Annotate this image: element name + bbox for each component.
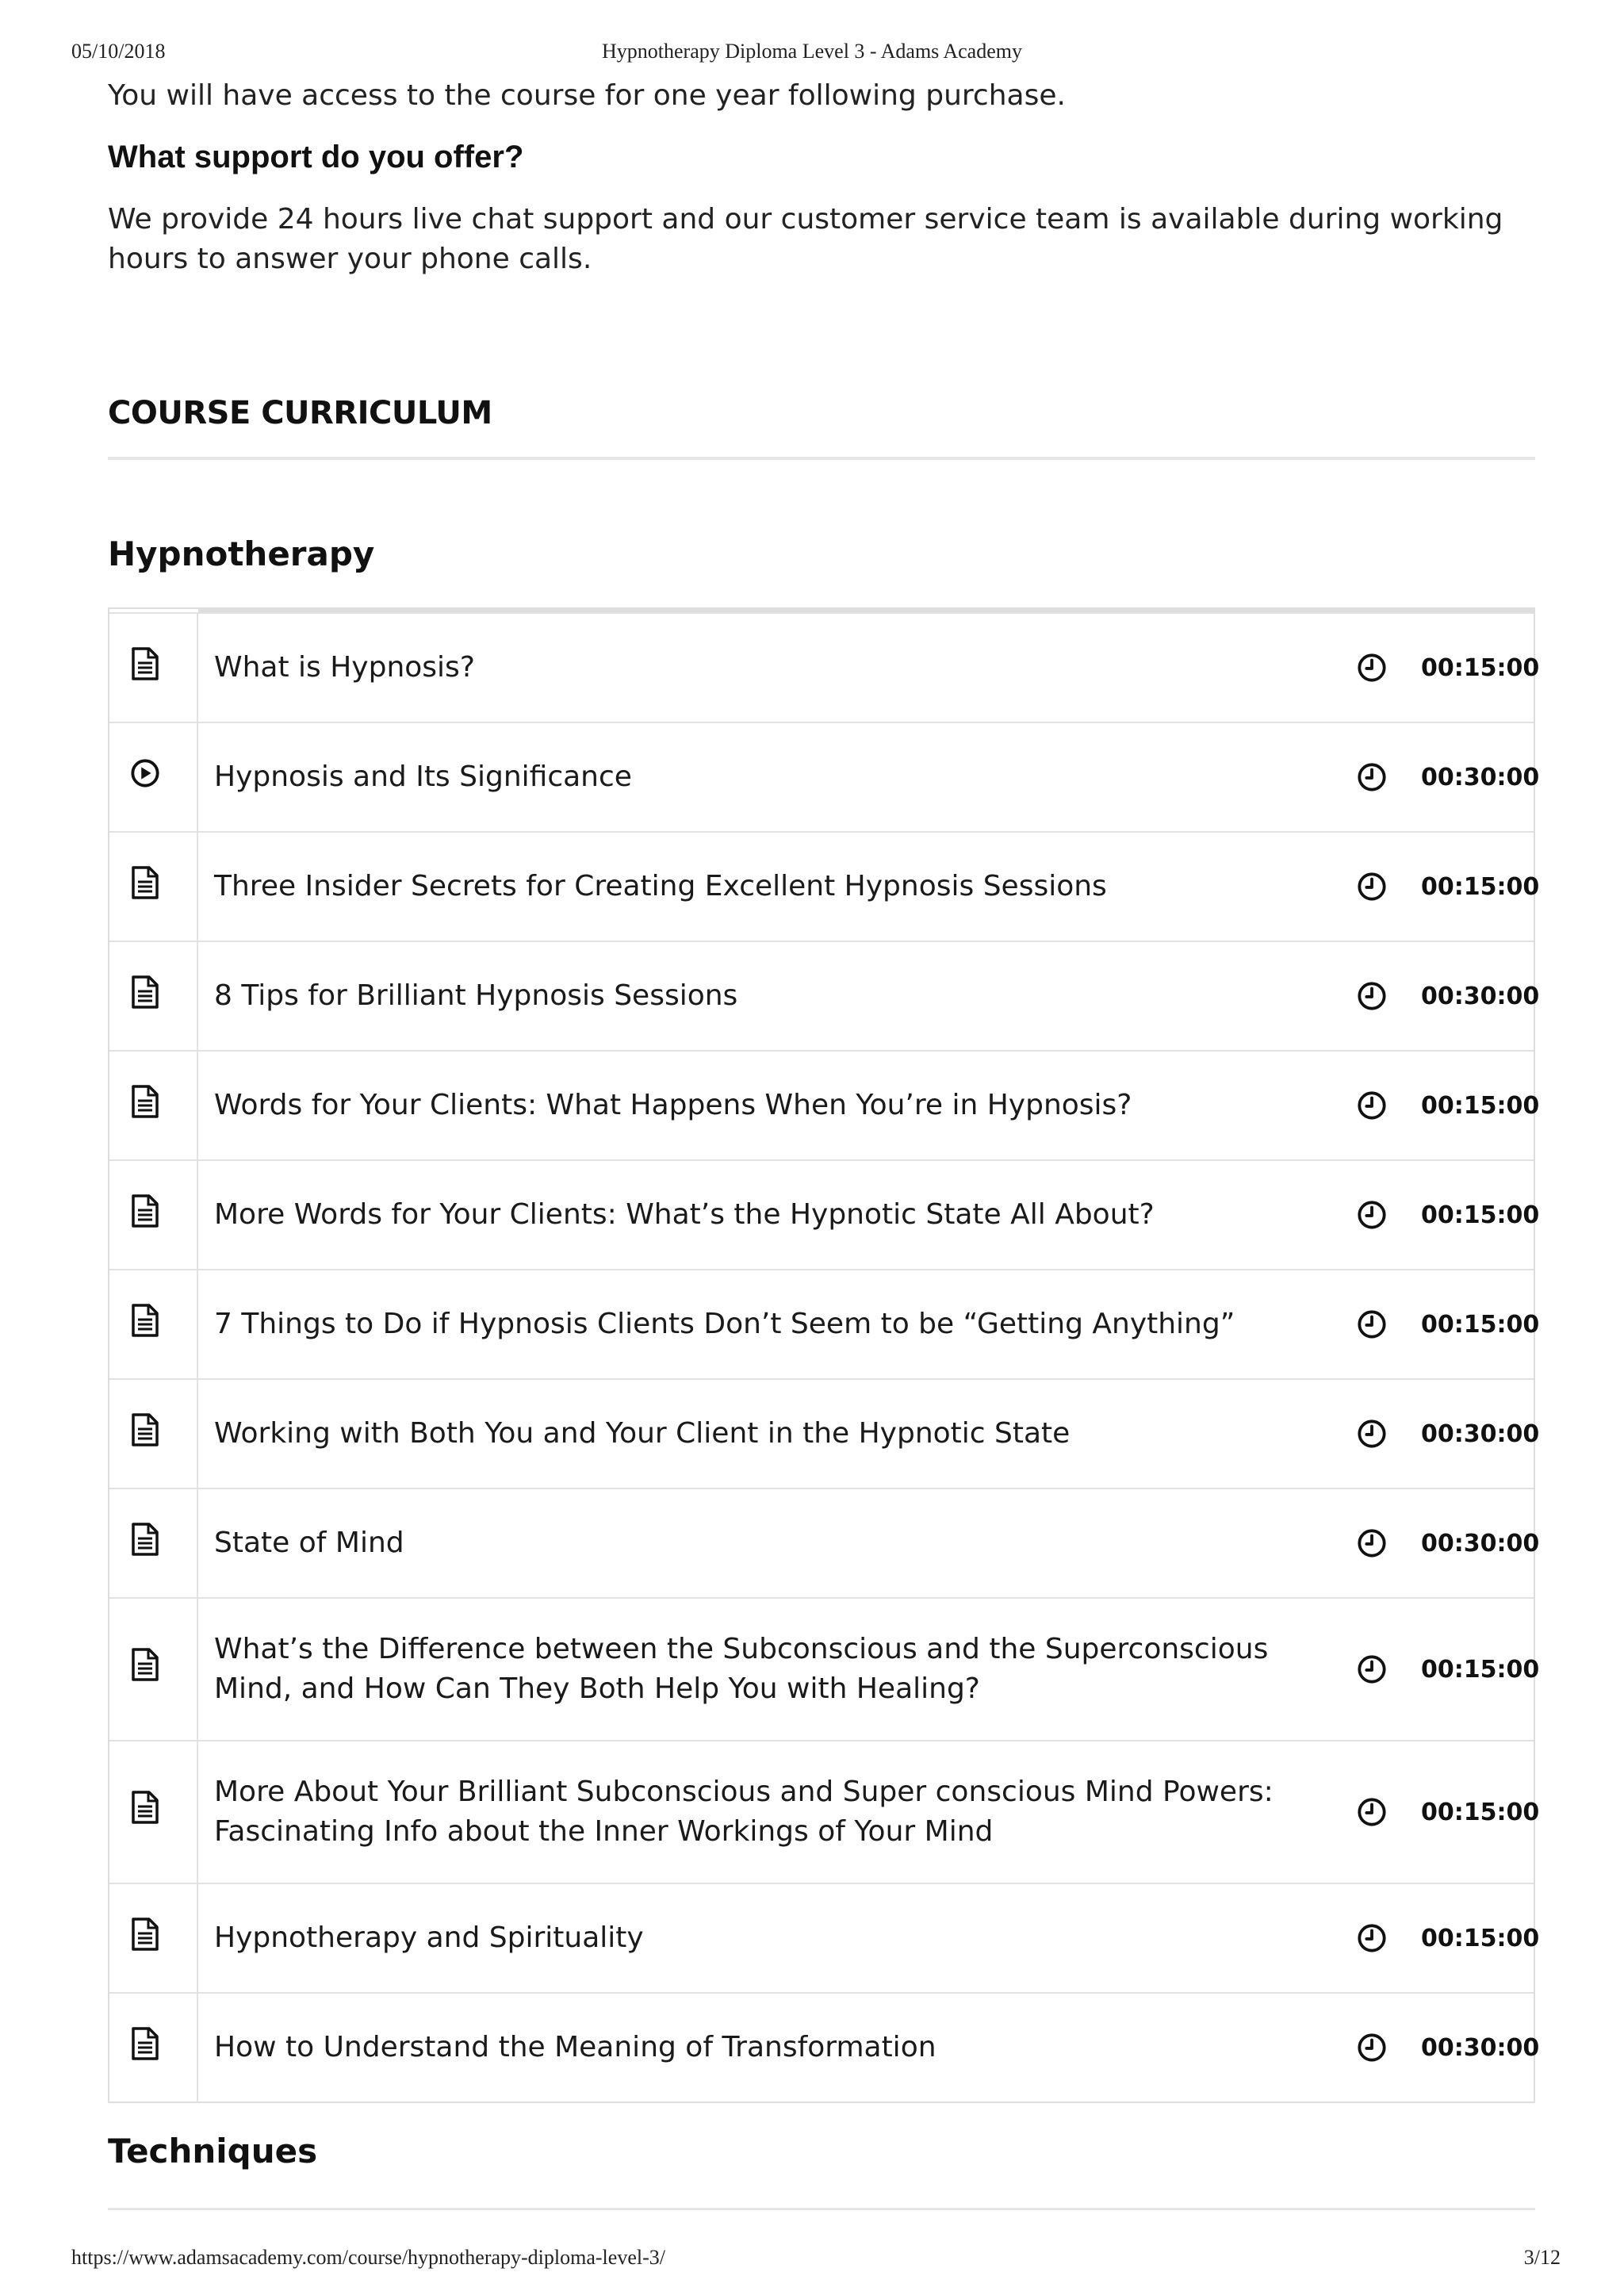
lesson-title[interactable]: What’s the Difference between the Subconscious and the Superconscious Mind, and How Can They Both Help You with Healing? (214, 1633, 1269, 1705)
faq-question: What support do you offer? (108, 140, 524, 174)
clock-icon (1357, 1309, 1387, 1339)
lesson-type-cell (109, 1741, 198, 1883)
lesson-type-cell (109, 1270, 198, 1378)
lesson-row[interactable] (109, 1159, 1540, 1269)
document-icon (130, 975, 160, 1009)
lesson-row[interactable] (109, 941, 1540, 1050)
lesson-duration: 00:30:00 (1421, 1420, 1540, 1448)
lesson-clock-cell (1340, 1654, 1404, 1684)
lesson-duration: 00:30:00 (1421, 982, 1540, 1010)
document-icon (130, 866, 160, 899)
clock-icon (1357, 1923, 1387, 1953)
clock-icon (1357, 762, 1387, 792)
lesson-clock-cell (1340, 872, 1404, 902)
clock-icon (1357, 1797, 1387, 1827)
lesson-duration: 00:15:00 (1421, 1924, 1540, 1952)
lesson-type-cell (109, 614, 198, 722)
lesson-row[interactable] (109, 1378, 1540, 1488)
lesson-type-cell (109, 723, 198, 831)
lesson-clock-cell (1340, 2033, 1404, 2063)
faq-answer: We provide 24 hours live chat support and our customer service team is available during working hours to answer your phone calls. (108, 203, 1503, 275)
lesson-type-cell (109, 1052, 198, 1159)
clock-icon (1357, 1419, 1387, 1449)
lesson-title[interactable]: More About Your Brilliant Subconscious and Super conscious Mind Powers: Fascinating Info about the Inner Workings of Your Mind (214, 1776, 1274, 1848)
lesson-clock-cell (1340, 1200, 1404, 1230)
lesson-row[interactable] (109, 722, 1540, 831)
print-date: 05/10/2018 (71, 40, 166, 63)
lesson-type-cell (109, 1161, 198, 1269)
lesson-row[interactable] (109, 1992, 1540, 2102)
lesson-duration: 00:30:00 (1421, 1529, 1540, 1557)
lesson-title[interactable]: 7 Things to Do if Hypnosis Clients Don’t Seem to be “Getting Anything” (214, 1308, 1235, 1340)
lesson-duration: 00:15:00 (1421, 1091, 1540, 1120)
access-text: You will have access to the course for one year following purchase. (108, 79, 1066, 112)
lesson-clock-cell (1340, 1090, 1404, 1121)
lesson-clock-cell (1340, 653, 1404, 683)
lesson-row[interactable] (109, 1269, 1540, 1378)
print-header (0, 40, 1624, 68)
lesson-title[interactable]: Working with Both You and Your Client in the Hypnotic State (214, 1417, 1071, 1450)
print-page-title: Hypnotherapy Diploma Level 3 - Adams Academy (602, 40, 1022, 63)
lesson-title[interactable]: Words for Your Clients: What Happens When You’re in Hypnosis? (214, 1089, 1132, 1121)
lesson-clock-cell (1340, 1923, 1404, 1953)
section-title-hypnotherapy: Hypnotherapy (108, 534, 375, 573)
lesson-type-cell (109, 1489, 198, 1597)
techniques-divider (108, 2208, 1535, 2210)
document-icon (130, 1304, 160, 1337)
lesson-duration: 00:15:00 (1421, 872, 1540, 901)
lesson-clock-cell (1340, 981, 1404, 1011)
lesson-row[interactable] (109, 1488, 1540, 1597)
lesson-title[interactable]: More Words for Your Clients: What’s the Hypnotic State All About? (214, 1198, 1155, 1231)
lesson-title[interactable]: Three Insider Secrets for Creating Excellent Hypnosis Sessions (214, 870, 1107, 902)
lesson-duration: 00:30:00 (1421, 2033, 1540, 2062)
play-circle-icon (130, 757, 160, 790)
lesson-clock-cell (1340, 762, 1404, 792)
document-icon (130, 1918, 160, 1951)
lesson-duration: 00:15:00 (1421, 1798, 1540, 1826)
lesson-type-cell (109, 833, 198, 941)
lesson-row[interactable] (109, 1597, 1540, 1740)
lesson-clock-cell (1340, 1797, 1404, 1827)
lesson-type-cell (109, 942, 198, 1050)
lesson-type-cell (109, 1884, 198, 1992)
document-icon (130, 1523, 160, 1556)
lesson-duration: 00:15:00 (1421, 1201, 1540, 1229)
clock-icon (1357, 981, 1387, 1011)
lesson-row[interactable] (109, 1050, 1540, 1159)
curriculum-heading: COURSE CURRICULUM (108, 395, 492, 431)
lesson-type-cell (109, 1994, 198, 2102)
print-footer (0, 2246, 1624, 2274)
lesson-type-cell (109, 1599, 198, 1740)
print-page-number: 3/12 (1523, 2246, 1561, 2269)
clock-icon (1357, 1200, 1387, 1230)
clock-icon (1357, 653, 1387, 683)
lesson-duration: 00:15:00 (1421, 1310, 1540, 1339)
print-url: https://www.adamsacademy.com/course/hypnotherapy-diploma-level-3/ (71, 2246, 665, 2269)
lesson-title[interactable]: What is Hypnosis? (214, 651, 475, 684)
lesson-table (108, 607, 1540, 2103)
clock-icon (1357, 1654, 1387, 1684)
lesson-clock-cell (1340, 1419, 1404, 1449)
document-icon (130, 1194, 160, 1228)
clock-icon (1357, 1090, 1387, 1121)
document-icon (130, 647, 160, 680)
lesson-duration: 00:15:00 (1421, 653, 1540, 682)
clock-icon (1357, 1528, 1387, 1558)
lesson-title[interactable]: Hypnosis and Its Significance (214, 761, 632, 793)
document-icon (130, 1413, 160, 1446)
document-icon (130, 1085, 160, 1118)
lesson-row[interactable] (109, 1883, 1540, 1992)
document-icon (130, 2027, 160, 2060)
lesson-title[interactable]: State of Mind (214, 1527, 404, 1559)
document-icon (130, 1648, 160, 1681)
lesson-title[interactable]: How to Understand the Meaning of Transformation (214, 2031, 936, 2063)
lesson-title[interactable]: Hypnotherapy and Spirituality (214, 1921, 644, 1954)
lesson-row[interactable] (109, 612, 1540, 722)
lesson-row[interactable] (109, 1740, 1540, 1883)
section-title-techniques[interactable]: Techniques (108, 2132, 318, 2170)
lesson-duration: 00:15:00 (1421, 1655, 1540, 1684)
lesson-title[interactable]: 8 Tips for Brilliant Hypnosis Sessions (214, 979, 738, 1012)
clock-icon (1357, 2033, 1387, 2063)
clock-icon (1357, 872, 1387, 902)
lesson-row[interactable] (109, 831, 1540, 941)
lesson-type-cell (109, 1380, 198, 1488)
document-icon (130, 1791, 160, 1824)
curriculum-divider (108, 457, 1535, 460)
lesson-duration: 00:30:00 (1421, 763, 1540, 791)
lesson-clock-cell (1340, 1309, 1404, 1339)
lesson-clock-cell (1340, 1528, 1404, 1558)
